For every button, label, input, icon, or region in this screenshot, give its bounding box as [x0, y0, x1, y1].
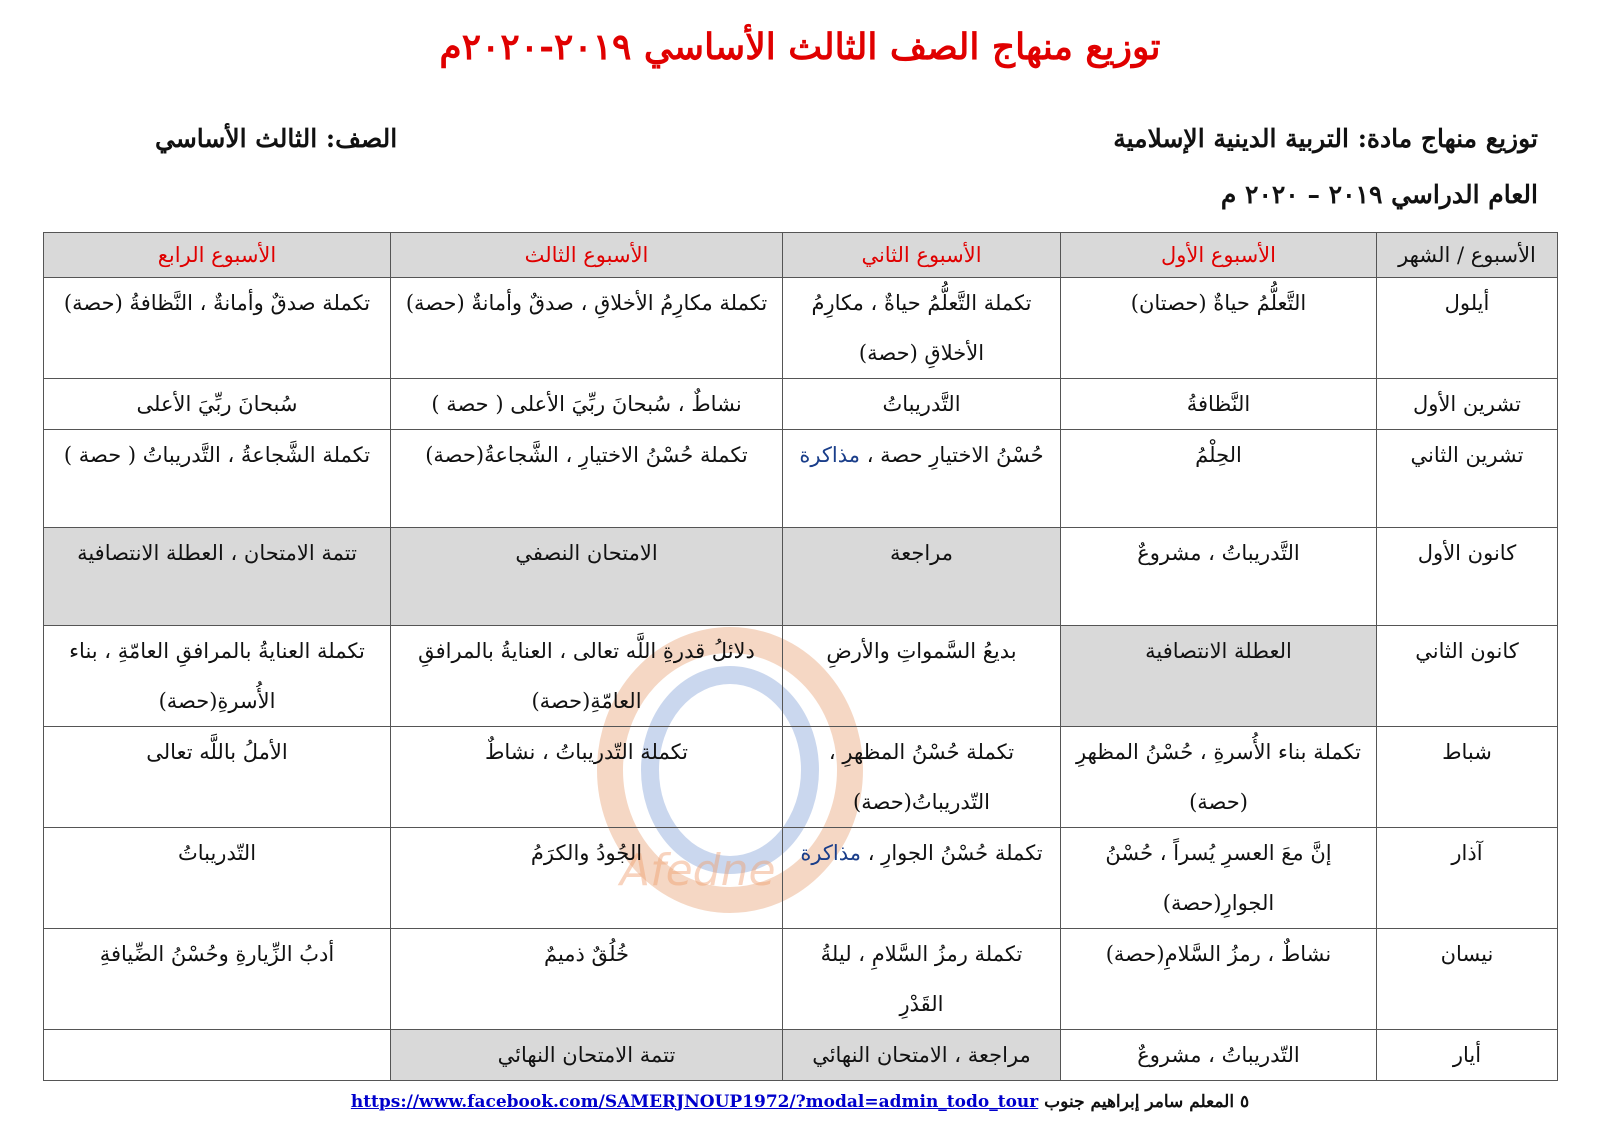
cell-week-3: تكملة حُسْنُ الاختيارِ ، الشَّجاعةُ(حصة)	[391, 430, 783, 528]
cell-week-3: تتمة الامتحان النهائي	[391, 1030, 783, 1081]
table-row	[44, 727, 1558, 828]
table-row	[44, 278, 1558, 379]
page-title: توزيع منهاج الصف الثالث الأساسي ٢٠١٩-٢٠٢٠م	[439, 26, 1161, 68]
month-cell: أيار	[1377, 1030, 1558, 1081]
cell-week-1: نشاطٌ ، رمزُ السَّلامِ(حصة)	[1061, 929, 1377, 1030]
table-row	[44, 1030, 1558, 1081]
cell-week-4: التّدريباتُ	[44, 828, 391, 929]
cell-week-1: التَّدريباتُ ، مشروعٌ	[1061, 528, 1377, 626]
month-cell: كانون الأول	[1377, 528, 1558, 626]
cell-week-2	[783, 430, 1061, 528]
month-cell: نيسان	[1377, 929, 1558, 1030]
quiz-highlight: مذاكرة	[799, 443, 861, 467]
table-row	[44, 929, 1558, 1030]
cell-week-4: الأملُ باللَّه تعالى	[44, 727, 391, 828]
cell-week-2: تكملة رمزُ السَّلامِ ، ليلةُ القَدْرِ	[783, 929, 1061, 1030]
cell-week-2: التَّدريباتُ	[783, 379, 1061, 430]
header-week-2: الأسبوع الثاني	[783, 233, 1061, 278]
cell-week-3: الامتحان النصفي	[391, 528, 783, 626]
cell-week-1: الحِلْمُ	[1061, 430, 1377, 528]
page-number: ٥	[1240, 1092, 1250, 1112]
cell-week-1: النَّظافةُ	[1061, 379, 1377, 430]
cell-week-1: إنَّ معَ العسرِ يُسراً ، حُسْنُ الجوارِ(حصة)	[1061, 828, 1377, 929]
month-cell: شباط	[1377, 727, 1558, 828]
cell-week-4: سُبحانَ ربِّيَ الأعلى	[44, 379, 391, 430]
header-week-4: الأسبوع الرابع	[44, 233, 391, 278]
cell-week-4: تكملة صدقٌ وأمانةٌ ، النَّظافةُ (حصة)	[44, 278, 391, 379]
cell-week-4: أدبُ الزِّيارةِ وحُسْنُ الضِّيافةِ	[44, 929, 391, 1030]
year-label: العام الدراسي ٢٠١٩ – ٢٠٢٠ م	[1220, 180, 1538, 209]
cell-week-1: العطلة الانتصافية	[1061, 626, 1377, 727]
cell-week-3: الجُودُ والكرَمُ	[391, 828, 783, 929]
facebook-link[interactable]: https://www.facebook.com/SAMERJNOUP1972/?modal=admin_todo_tour	[350, 1092, 1039, 1112]
header-week-1: الأسبوع الأول	[1061, 233, 1377, 278]
cell-week-1: التَّعلُّمُ حياةٌ (حصتان)	[1061, 278, 1377, 379]
cell-week-3: تكملة التّدريباتُ ، نشاطٌ	[391, 727, 783, 828]
watermark-brand: Afedne	[620, 845, 776, 896]
table-row	[44, 379, 1558, 430]
month-cell: كانون الثاني	[1377, 626, 1558, 727]
month-cell: تشرين الثاني	[1377, 430, 1558, 528]
author-name: المعلم سامر إبراهيم جنوب	[1044, 1092, 1235, 1112]
cell-week-2	[783, 828, 1061, 929]
cell-week-2: مراجعة ، الامتحان النهائي	[783, 1030, 1061, 1081]
month-cell: أيلول	[1377, 278, 1558, 379]
cell-week-2: بديعُ السَّمواتِ والأرضِ	[783, 626, 1061, 727]
cell-week-2: تكملة حُسْنُ المظهرِ ، التّدريباتُ(حصة)	[783, 727, 1061, 828]
cell-week-2: مراجعة	[783, 528, 1061, 626]
cell-week-4: تكملة العنايةُ بالمرافقِ العامّةِ ، بناء الأُسرةِ(حصة)	[44, 626, 391, 727]
cell-week-3: خُلُقٌ ذميمٌ	[391, 929, 783, 1030]
cell-text: حُسْنُ الاختيارِ حصة ،	[860, 443, 1044, 467]
table-row	[44, 828, 1558, 929]
cell-week-4	[44, 1030, 391, 1081]
cell-text: تكملة حُسْنُ الجوارِ ،	[861, 841, 1043, 865]
month-cell: آذار	[1377, 828, 1558, 929]
cell-week-3: تكملة مكارِمُ الأخلاقِ ، صدقٌ وأمانةٌ (حصة)	[391, 278, 783, 379]
header-week-3: الأسبوع الثالث	[391, 233, 783, 278]
cell-week-2: تكملة التَّعلُّمُ حياةٌ ، مكارِمُ الأخلاقِ (حصة)	[783, 278, 1061, 379]
curriculum-table	[43, 232, 1558, 1081]
cell-week-4: تكملة الشَّجاعةُ ، التَّدريباتُ ( حصة )	[44, 430, 391, 528]
quiz-highlight: مذاكرة	[800, 841, 862, 865]
cell-week-3: دلائلُ قدرةِ اللَّه تعالى ، العنايةُ بالمرافقِ العامّةِ(حصة)	[391, 626, 783, 727]
subject-label: توزيع منهاج مادة: التربية الدينية الإسلامية	[1113, 124, 1538, 153]
header-week-month: الأسبوع / الشهر	[1377, 233, 1558, 278]
table-row	[44, 430, 1558, 528]
grade-label: الصف: الثالث الأساسي	[155, 124, 398, 153]
footer	[0, 1092, 1600, 1112]
table-row	[44, 528, 1558, 626]
footer-author	[1044, 1092, 1249, 1112]
cell-week-3: نشاطٌ ، سُبحانَ ربِّيَ الأعلى ( حصة )	[391, 379, 783, 430]
table-row	[44, 626, 1558, 727]
cell-week-4: تتمة الامتحان ، العطلة الانتصافية	[44, 528, 391, 626]
month-cell: تشرين الأول	[1377, 379, 1558, 430]
cell-week-1: تكملة بناء الأُسرةِ ، حُسْنُ المظهرِ (حصة)	[1061, 727, 1377, 828]
cell-week-1: التّدريباتُ ، مشروعٌ	[1061, 1030, 1377, 1081]
table-header-row	[44, 233, 1558, 278]
